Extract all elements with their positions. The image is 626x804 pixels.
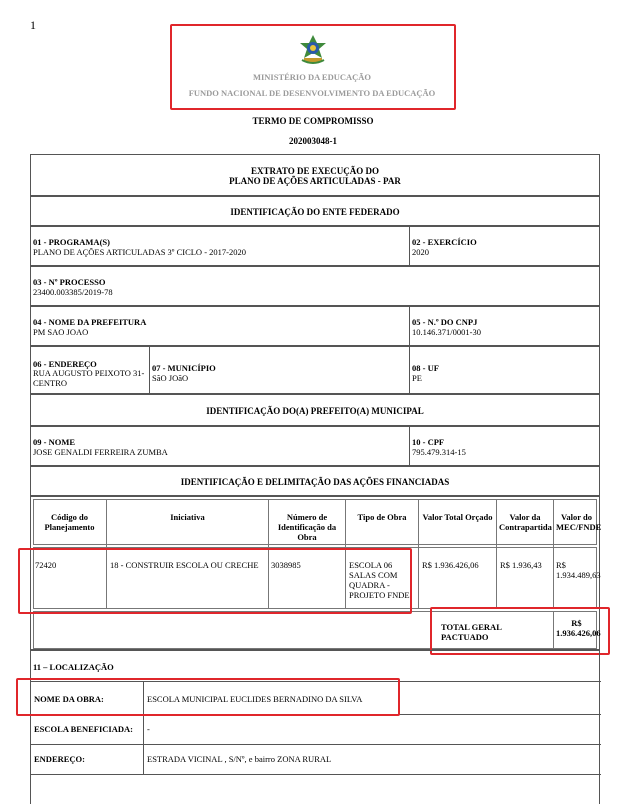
td-numero: 3038985 [271,560,301,570]
processo-value: 23400.003385/2019-78 [33,287,113,297]
endereco-value-1: RUA AUGUSTO PEIXOTO 31- [33,368,145,378]
prefeito-nome-label: 09 - NOME [33,437,76,447]
page-number: 1 [30,18,36,32]
th-mec: Valor do MEC/FNDE [556,512,602,532]
prefeitura-label: 04 - NOME DA PREFEITURA [33,317,147,327]
municipio-label: 07 - MUNICÍPIO [152,363,216,373]
extract-title-1: EXTRATO DE EXECUÇÃO DO [251,166,379,176]
obra-value: ESCOLA MUNICIPAL EUCLIDES BERNADINO DA SILVA [147,694,363,704]
localizacao-title: 11 – LOCALIZAÇÃO [33,662,114,672]
endereco-value-2: CENTRO [33,378,67,388]
th-iniciativa: Iniciativa [170,512,205,522]
td-valor-total: R$ 1.936.426,06 [422,560,479,570]
endereco-obra-label: ENDEREÇO: [34,754,86,764]
doc-number: 202003048-1 [289,136,337,146]
row-programa [30,226,600,266]
ministry-name: MINISTÉRIO DA EDUCAÇÃO [252,72,372,82]
th-codigo: Código do Planejamento [44,512,95,532]
endereco-label: 06 - ENDEREÇO [33,359,97,369]
section-prefeito-title: IDENTIFICAÇÃO DO(A) PREFEITO(A) MUNICIPAL [206,406,424,416]
th-numero: Número de Identificação da Obra [277,512,337,542]
highlight-total [430,607,610,655]
row-processo [30,266,600,306]
th-contrapartida: Valor da Contrapartida [499,512,552,532]
prefeito-nome-value: JOSE GENALDI FERREIRA ZUMBA [33,447,168,457]
total-value: R$ 1.936.426,06 [556,618,601,638]
escola-value: - [147,724,150,734]
section-acoes-title: IDENTIFICAÇÃO E DELIMITAÇÃO DAS AÇÕES FINANCIADAS [180,477,450,487]
programa-value: PLANO DE AÇÕES ARTICULADAS 3º CICLO - 2017-2020 [33,247,246,257]
td-codigo: 72420 [35,560,57,570]
processo-label: 03 - Nº PROCESSO [33,277,106,287]
cnpj-value: 10.146.371/0001-30 [412,327,481,337]
extract-title-box [30,154,600,196]
localizacao-section [30,650,600,804]
td-mec: R$ 1.934.489,63 [556,560,601,580]
section-acoes-header [30,466,600,496]
section-prefeito-header [30,394,600,426]
th-tipo: Tipo de Obra [357,512,407,522]
obra-label: NOME DA OBRA: [34,694,104,704]
highlight-header [170,24,456,110]
td-iniciativa: 18 - CONSTRUIR ESCOLA OU CRECHE [110,560,259,570]
exercicio-label: 02 - EXERCÍCIO [412,237,477,247]
endereco-obra-value: ESTRADA VICINAL , S/Nº, e bairro ZONA RURAL [147,754,332,764]
programa-label: 01 - PROGRAMA(S) [33,237,110,247]
section-ente-title: IDENTIFICAÇÃO DO ENTE FEDERADO [230,207,400,217]
highlight-obra [16,678,400,716]
prefeito-cpf-label: 10 - CPF [412,437,445,447]
td-contrapartida: R$ 1.936,43 [500,560,542,570]
prefeitura-value: PM SAO JOAO [33,327,89,337]
row-prefeitura [30,306,600,346]
row-prefeito [30,426,600,466]
section-ente-header [30,196,600,226]
escola-label: ESCOLA BENEFICIADA: [34,724,133,734]
row-endereco [30,346,600,394]
td-tipo: ESCOLA 06 SALAS COM QUADRA - PROJETO FNDE [349,560,410,600]
highlight-row [18,548,412,614]
exercicio-value: 2020 [412,247,429,257]
uf-value: PE [412,373,422,383]
cnpj-label: 05 - N.º DO CNPJ [412,317,478,327]
total-label: TOTAL GERAL PACTUADO [441,622,502,642]
doc-type: TERMO DE COMPROMISSO [252,116,374,126]
extract-title-2: PLANO DE AÇÕES ARTICULADAS - PAR [229,176,401,186]
th-valor-total: Valor Total Orçado [422,512,493,522]
uf-label: 08 - UF [412,363,439,373]
municipio-value: SãO JOãO [152,373,189,383]
prefeito-cpf-value: 795.479.314-15 [412,447,466,457]
fund-name: FUNDO NACIONAL DE DESENVOLVIMENTO DA EDUCAÇÃO [188,88,436,98]
